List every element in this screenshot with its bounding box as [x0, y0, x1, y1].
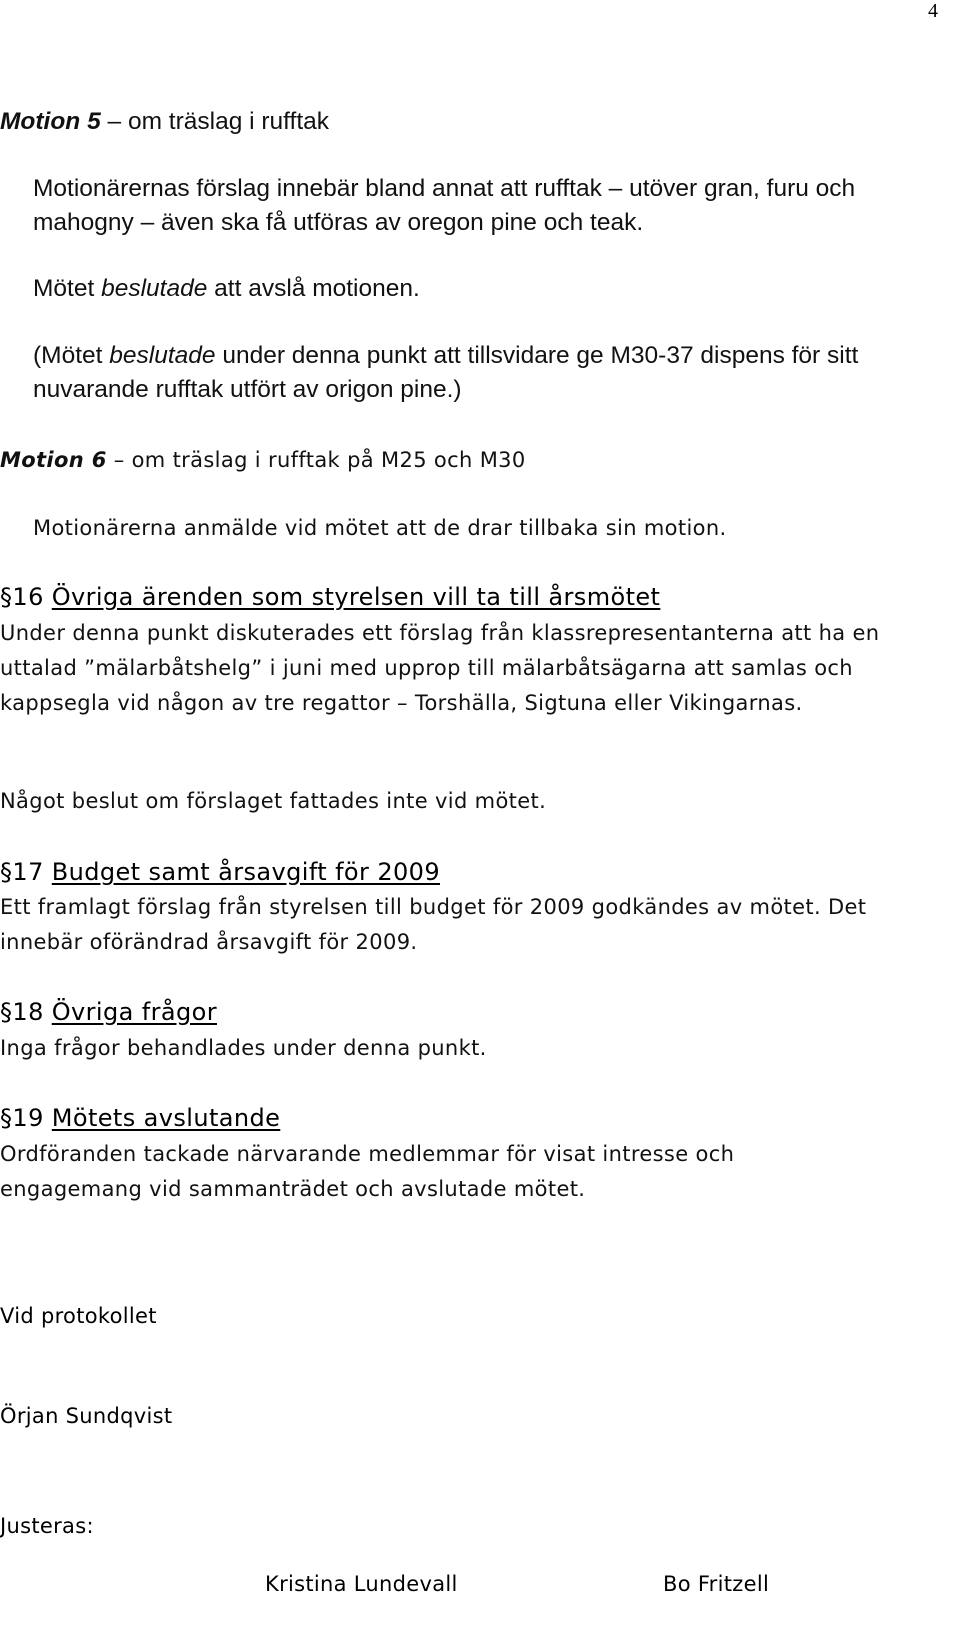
section-19-text: Ordföranden tackade närvarande medlemmar för visat intresse och engagemang vid sammanträdet och avslutade mötet.: [0, 1142, 735, 1201]
section-17-title: Budget samt årsavgift för 2009: [51, 858, 440, 886]
section-16-number: §16: [0, 583, 44, 611]
section-18-text: Inga frågor behandlades under denna punkt.: [0, 1036, 487, 1060]
secretary-name: Örjan Sundqvist: [0, 1404, 173, 1428]
motion-6-label: Motion 6: [0, 448, 107, 472]
section-16-heading: [0, 580, 660, 614]
motion-6-heading: [0, 443, 526, 478]
section-18-heading: [0, 995, 217, 1029]
motion-5-label: Motion 5: [0, 108, 101, 135]
page-number: 4: [928, 0, 938, 22]
motion-6-text: Motionärerna anmälde vid mötet att de drar tillbaka sin motion.: [33, 516, 727, 540]
adjuster-1-name: Kristina Lundevall: [265, 1572, 458, 1596]
section-18-title: Övriga frågor: [51, 998, 217, 1026]
section-16-title: Övriga ärenden som styrelsen vill ta till årsmötet: [51, 583, 661, 611]
motion-5-decision: Mötet beslutade att avslå motionen.: [33, 275, 420, 302]
section-17-heading: [0, 855, 440, 889]
section-16-conclusion: Något beslut om förslaget fattades inte vid mötet.: [0, 789, 547, 813]
adjusted-label: Justeras:: [0, 1514, 94, 1538]
motion-5-title: – om träslag i rufftak: [100, 108, 330, 135]
section-16-text: Under denna punkt diskuterades ett förslag från klassrepresentanterna att ha en uttalad ”mälarbåtshelg” i juni med upprop till mälarbåtsägarna att samlas och kappsegla vid någon av tre regattor – Torshälla, Sigtuna eller Vikingarnas.: [0, 621, 880, 715]
minutes-taker-label: Vid protokollet: [0, 1304, 157, 1328]
adjuster-2-name: Bo Fritzell: [663, 1572, 770, 1596]
section-18-number: §18: [0, 998, 44, 1026]
section-19-number: §19: [0, 1104, 44, 1132]
section-17-text: Ett framlagt förslag från styrelsen till budget för 2009 godkändes av mötet. Det innebär oförändrad årsavgift för 2009.: [0, 895, 867, 954]
motion-5-heading: [0, 105, 329, 139]
motion-6-title: – om träslag i rufftak på M25 och M30: [106, 448, 526, 472]
motion-5-proposal: Motionärernas förslag innebär bland annat att rufftak – utöver gran, furu och mahogny – även ska få utföras av oregon pine och teak.: [33, 175, 856, 236]
section-19-title: Mötets avslutande: [51, 1104, 281, 1132]
section-19-heading: [0, 1101, 280, 1135]
motion-5-dispensation: (Mötet beslutade under denna punkt att tillsvidare ge M30-37 dispens för sitt nuvarande rufftak utfört av origon pine.): [33, 342, 859, 403]
section-17-number: §17: [0, 858, 44, 886]
